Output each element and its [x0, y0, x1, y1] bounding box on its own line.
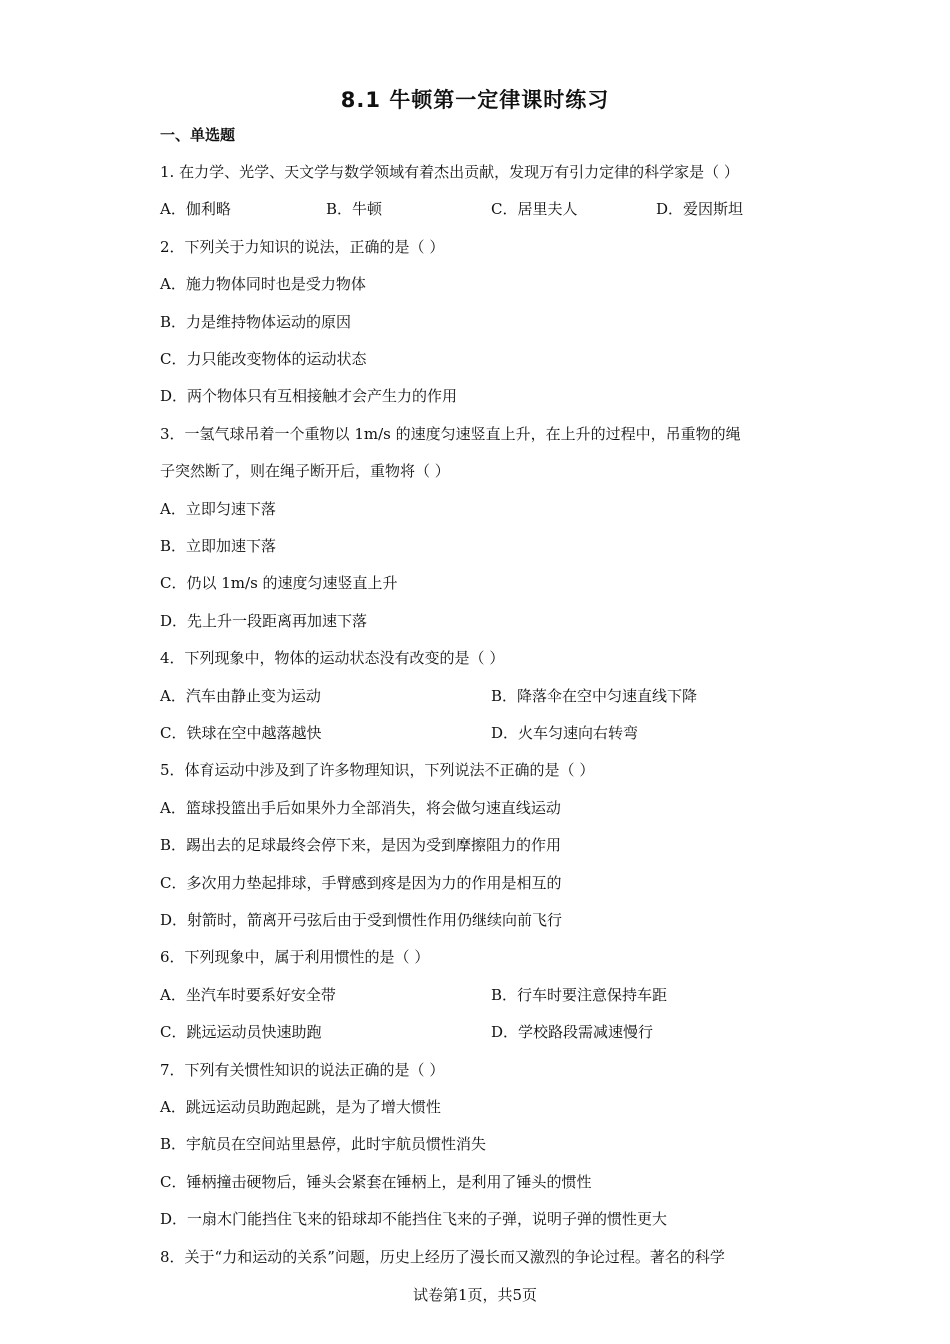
question-3-option: C．仍以 1m/s 的速度匀速竖直上升 — [160, 574, 398, 593]
question-1-option: A．伽利略 — [160, 200, 231, 219]
question-4-stem: 4．下列现象中，物体的运动状态没有改变的是（ ） — [160, 649, 505, 668]
question-7-option: B．宇航员在空间站里悬停，此时宇航员惯性消失 — [160, 1135, 487, 1154]
question-5-stem: 5．体育运动中涉及到了许多物理知识，下列说法不正确的是（ ） — [160, 761, 595, 780]
question-1-option: D．爱因斯坦 — [656, 200, 744, 219]
page-title: 8.1 牛顿第一定律课时练习 — [340, 88, 610, 112]
section-heading: 一、单选题 — [160, 126, 236, 144]
question-2-option: B．力是维持物体运动的原因 — [160, 312, 352, 331]
question-3-option: A．立即匀速下落 — [160, 499, 276, 518]
question-5-option: A．篮球投篮出手后如果外力全部消失，将会做匀速直线运动 — [160, 798, 561, 817]
question-7-option: C．锤柄撞击硬物后，锤头会紧套在锤柄上，是利用了锤头的惯性 — [160, 1172, 592, 1191]
question-7-stem: 7．下列有关惯性知识的说法正确的是（ ） — [160, 1060, 445, 1079]
question-3-stem: 子突然断了，则在绳子断开后，重物将（ ） — [160, 462, 450, 481]
question-2-option: C．力只能改变物体的运动状态 — [160, 350, 367, 368]
question-2-stem: 2．下列关于力知识的说法，正确的是（ ） — [160, 237, 445, 256]
question-7-option: A．跳远运动员助跑起跳，是为了增大惯性 — [160, 1098, 441, 1116]
question-3-stem: 3．一氢气球吊着一个重物以 1m/s 的速度匀速竖直上升，在上升的过程中，吊重物的绳 — [160, 424, 741, 443]
question-7-option: D．一扇木门能挡住飞来的铅球却不能挡住飞来的子弹，说明子弹的惯性更大 — [160, 1210, 668, 1229]
question-6-option: B．行车时要注意保持车距 — [491, 985, 668, 1004]
question-5-option: B．踢出去的足球最终会停下来，是因为受到摩擦阻力的作用 — [160, 836, 562, 855]
question-4-option: C．铁球在空中越落越快 — [160, 724, 322, 742]
question-1-option: C．居里夫人 — [491, 200, 578, 219]
page-footer: 试卷第1页，共5页 — [412, 1286, 538, 1304]
question-1-stem: 1. 在力学、光学、天文学与数学领域有着杰出贡献，发现万有引力定律的科学家是（ ） — [160, 163, 739, 181]
question-6-option: D．学校路段需减速慢行 — [491, 1023, 654, 1042]
question-3-option: D．先上升一段距离再加速下落 — [160, 611, 368, 630]
question-6-stem: 6．下列现象中，属于利用惯性的是（ ） — [160, 948, 430, 967]
question-2-option: D．两个物体只有互相接触才会产生力的作用 — [160, 387, 458, 406]
question-6-option: A．坐汽车时要系好安全带 — [160, 985, 336, 1004]
question-4-option: D．火车匀速向右转弯 — [491, 724, 639, 742]
question-1-option: B．牛顿 — [326, 200, 383, 219]
question-5-option: C．多次用力垫起排球，手臂感到疼是因为力的作用是相互的 — [160, 873, 562, 892]
question-5-option: D．射箭时，箭离开弓弦后由于受到惯性作用仍继续向前飞行 — [160, 911, 563, 929]
question-6-option: C．跳远运动员快速助跑 — [160, 1023, 322, 1042]
question-2-option: A．施力物体同时也是受力物体 — [160, 275, 366, 294]
question-4-option: A．汽车由静止变为运动 — [160, 686, 321, 705]
question-8-stem: 8．关于“力和运动的关系”问题，历史上经历了漫长而又激烈的争论过程。著名的科学 — [160, 1247, 725, 1266]
question-4-option: B．降落伞在空中匀速直线下降 — [491, 686, 698, 705]
question-3-option: B．立即加速下落 — [160, 537, 277, 555]
